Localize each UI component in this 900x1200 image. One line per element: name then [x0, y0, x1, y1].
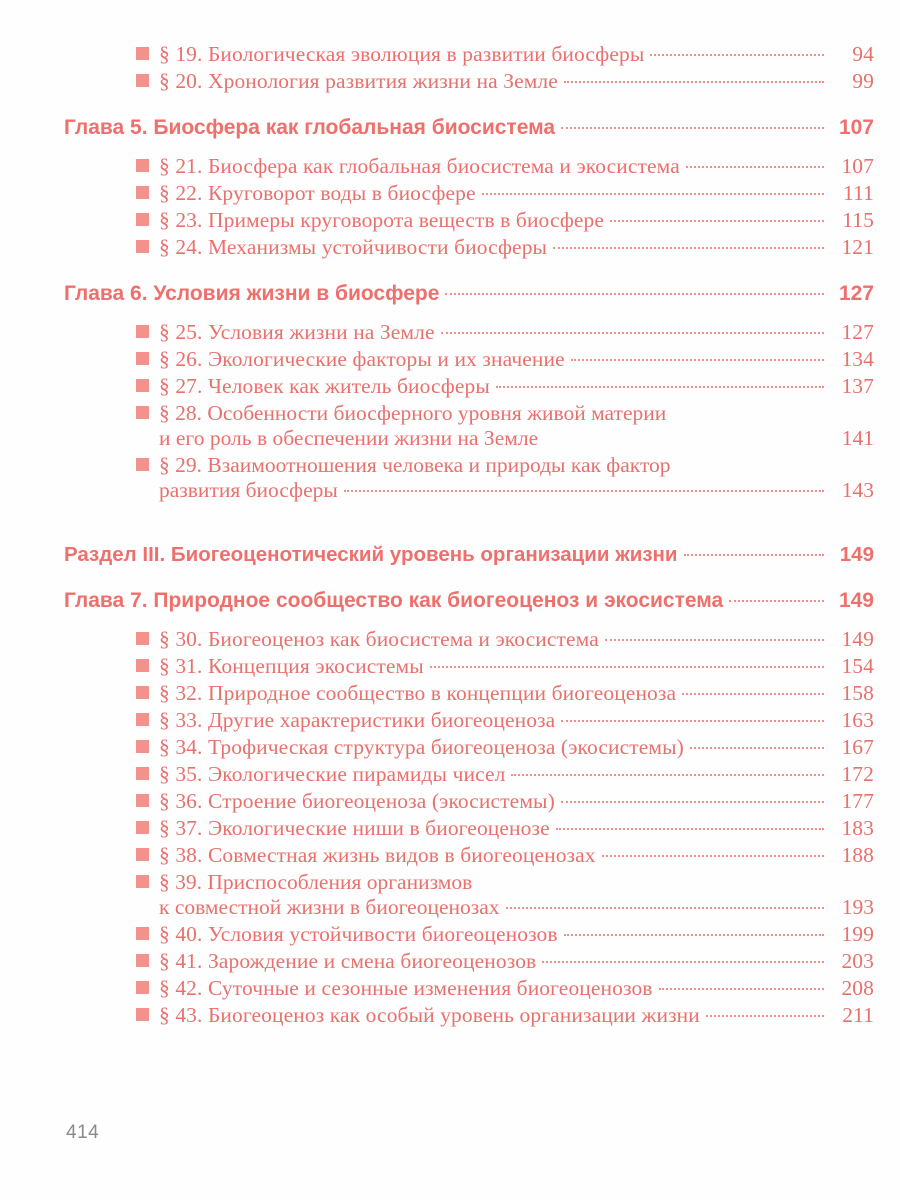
leader-dots	[344, 490, 824, 492]
leader-dots	[561, 127, 824, 129]
toc-page-number: 203	[841, 949, 874, 973]
square-bullet-icon	[136, 794, 149, 807]
toc-section-row[interactable]	[136, 1003, 874, 1028]
square-bullet-icon	[136, 186, 149, 199]
square-bullet-icon	[136, 406, 149, 419]
toc-section-label: § 34. Трофическая структура биогеоценоза (экосистемы)	[159, 735, 684, 759]
toc-page-number: 107	[838, 116, 874, 139]
square-bullet-icon	[136, 981, 149, 994]
toc-section-label: § 42. Суточные и сезонные изменения биогеоценозов	[159, 976, 653, 1000]
leader-dots	[602, 855, 824, 857]
toc-section-label-continued: к совместной жизни в биогеоценозах	[159, 895, 500, 919]
toc-section-label: § 43. Биогеоценоз как особый уровень организации жизни	[159, 1003, 700, 1027]
toc-section-label: § 27. Человек как житель биосферы	[159, 374, 490, 398]
toc-page-number: 158	[841, 681, 874, 705]
toc-page-number: 115	[842, 208, 874, 232]
leader-dots	[729, 600, 824, 602]
toc-section-label: § 30. Биогеоценоз как биосистема и экосистема	[159, 627, 599, 651]
square-bullet-icon	[136, 379, 149, 392]
leader-dots	[650, 54, 824, 56]
leader-dots	[610, 220, 824, 222]
leader-dots	[511, 774, 824, 776]
toc-section-row[interactable]	[136, 843, 874, 868]
page-folio: 414	[66, 1122, 100, 1143]
leader-dots	[506, 907, 824, 909]
toc-section-label-continued: и его роль в обеспечении жизни на Земле	[159, 426, 539, 450]
toc-section-label: § 31. Концепция экосистемы	[159, 654, 424, 678]
toc-section-row[interactable]	[136, 235, 874, 260]
leader-dots	[542, 961, 824, 963]
toc-section-label: § 33. Другие характеристики биогеоценоза	[159, 708, 556, 732]
square-bullet-icon	[136, 240, 149, 253]
leader-dots	[659, 988, 824, 990]
toc-section-row[interactable]	[136, 870, 874, 920]
toc-page-number: 149	[838, 589, 874, 612]
toc-page-number: 94	[852, 42, 874, 66]
toc-section-label: § 36. Строение биогеоценоза (экосистемы)	[159, 789, 555, 813]
toc-page-number: 183	[841, 816, 874, 840]
square-bullet-icon	[136, 767, 149, 780]
leader-dots	[690, 747, 824, 749]
toc-page-number: 167	[841, 735, 874, 759]
leader-dots	[441, 332, 824, 334]
toc-chapter-row[interactable]	[64, 589, 874, 613]
toc-page-number: 188	[841, 843, 874, 867]
leader-dots	[430, 666, 824, 668]
toc-section-row[interactable]	[136, 320, 874, 345]
toc-section-row[interactable]	[136, 654, 874, 679]
leader-dots	[682, 693, 824, 695]
square-bullet-icon	[136, 875, 149, 888]
square-bullet-icon	[136, 821, 149, 834]
toc-section-row[interactable]	[136, 374, 874, 399]
toc-section-row[interactable]	[136, 922, 874, 947]
leader-dots	[564, 81, 824, 83]
toc-section-row[interactable]	[136, 347, 874, 372]
toc-page-number: 127	[838, 282, 874, 305]
toc-section-label: § 38. Совместная жизнь видов в биогеоценозах	[159, 843, 596, 867]
leader-dots	[571, 359, 824, 361]
square-bullet-icon	[136, 740, 149, 753]
toc-section-label: § 32. Природное сообщество в концепции биогеоценоза	[159, 681, 677, 705]
leader-dots	[564, 934, 824, 936]
toc-section-row[interactable]	[136, 627, 874, 652]
square-bullet-icon	[136, 659, 149, 672]
leader-dots	[553, 247, 824, 249]
toc-section-row[interactable]	[136, 208, 874, 233]
square-bullet-icon	[136, 159, 149, 172]
toc-section-row[interactable]	[136, 453, 874, 503]
toc-page-number: 141	[841, 426, 874, 450]
toc-page-number: 137	[841, 374, 874, 398]
toc-section-row[interactable]	[136, 154, 874, 179]
toc-page-number: 211	[842, 1003, 874, 1027]
toc-page-number: 177	[841, 789, 874, 813]
toc-page-number: 107	[841, 154, 874, 178]
toc-section-row[interactable]	[136, 708, 874, 733]
toc-page-number: 163	[841, 708, 874, 732]
toc-section-label: § 19. Биологическая эволюция в развитии биосферы	[159, 42, 645, 66]
leader-dots	[686, 166, 824, 168]
square-bullet-icon	[136, 352, 149, 365]
toc-chapter-label: Глава 7. Природное сообщество как биогеоценоз и экосистема	[64, 589, 724, 612]
toc-part-label: Раздел III. Биогеоценотический уровень организации жизни	[64, 543, 678, 566]
toc-page-number: 199	[841, 922, 874, 946]
toc-page-number: 121	[841, 235, 874, 259]
toc-section-row[interactable]	[136, 181, 874, 206]
leader-dots	[706, 1015, 824, 1017]
square-bullet-icon	[136, 325, 149, 338]
toc-section-row[interactable]	[136, 69, 874, 94]
toc-section-label: § 41. Зарождение и смена биогеоценозов	[159, 949, 537, 973]
toc-chapter-row[interactable]	[64, 116, 874, 140]
leader-dots	[684, 554, 825, 556]
toc-section-label: § 35. Экологические пирамиды чисел	[159, 762, 506, 786]
toc-page-number: 134	[841, 347, 874, 371]
toc-page-number: 208	[841, 976, 874, 1000]
leader-dots	[605, 639, 824, 641]
square-bullet-icon	[136, 927, 149, 940]
toc-part-row[interactable]	[64, 543, 874, 567]
toc-section-label: § 28. Особенности биосферного уровня живой материи	[159, 401, 667, 425]
square-bullet-icon	[136, 632, 149, 645]
square-bullet-icon	[136, 213, 149, 226]
leader-dots	[556, 828, 824, 830]
toc-section-label: § 23. Примеры круговорота веществ в биосфере	[159, 208, 605, 232]
toc-chapter-label: Глава 6. Условия жизни в биосфере	[64, 282, 440, 305]
toc-section-label: § 21. Биосфера как глобальная биосистема и экосистема	[159, 154, 680, 178]
toc-section-label: § 25. Условия жизни на Земле	[159, 320, 435, 344]
toc-section-row[interactable]	[136, 976, 874, 1001]
leader-dots	[496, 386, 824, 388]
toc-section-label: § 24. Механизмы устойчивости биосферы	[159, 235, 548, 259]
square-bullet-icon	[136, 458, 149, 471]
leader-dots	[561, 720, 824, 722]
leader-dots	[445, 293, 824, 295]
toc-section-row[interactable]	[136, 762, 874, 787]
toc-section-row[interactable]	[136, 816, 874, 841]
table-of-contents	[64, 42, 884, 1030]
toc-section-label: § 22. Круговорот воды в биосфере	[159, 181, 476, 205]
toc-section-label: § 20. Хронология развития жизни на Земле	[159, 69, 558, 93]
toc-section-row[interactable]	[136, 681, 874, 706]
toc-section-label: § 26. Экологические факторы и их значение	[159, 347, 565, 371]
toc-section-row[interactable]	[136, 401, 874, 451]
toc-page-number: 143	[841, 478, 874, 502]
toc-section-row[interactable]	[136, 735, 874, 760]
square-bullet-icon	[136, 713, 149, 726]
toc-chapter-row[interactable]	[64, 282, 874, 306]
toc-section-label-continued: развития биосферы	[159, 478, 338, 502]
leader-dots	[561, 801, 824, 803]
square-bullet-icon	[136, 1008, 149, 1021]
toc-page-number: 127	[841, 320, 874, 344]
toc-page-number: 172	[841, 762, 874, 786]
square-bullet-icon	[136, 686, 149, 699]
square-bullet-icon	[136, 848, 149, 861]
toc-section-label: § 39. Приспособления организмов	[159, 870, 473, 894]
square-bullet-icon	[136, 74, 149, 87]
toc-section-label: § 29. Взаимоотношения человека и природы как фактор	[159, 453, 671, 477]
toc-page-number: 193	[841, 895, 874, 919]
toc-page-number: 154	[841, 654, 874, 678]
toc-page-number: 149	[841, 627, 874, 651]
leader-dots	[482, 193, 824, 195]
toc-section-label: § 37. Экологические ниши в биогеоценозе	[159, 816, 550, 840]
toc-page-number: 149	[839, 543, 874, 566]
toc-page-number: 99	[852, 69, 874, 93]
square-bullet-icon	[136, 47, 149, 60]
toc-section-row[interactable]	[136, 42, 874, 67]
toc-section-row[interactable]	[136, 949, 874, 974]
toc-section-label: § 40. Условия устойчивости биогеоценозов	[159, 922, 558, 946]
toc-page-number: 111	[843, 181, 874, 205]
toc-chapter-label: Глава 5. Биосфера как глобальная биосистема	[64, 116, 556, 139]
toc-section-row[interactable]	[136, 789, 874, 814]
square-bullet-icon	[136, 954, 149, 967]
